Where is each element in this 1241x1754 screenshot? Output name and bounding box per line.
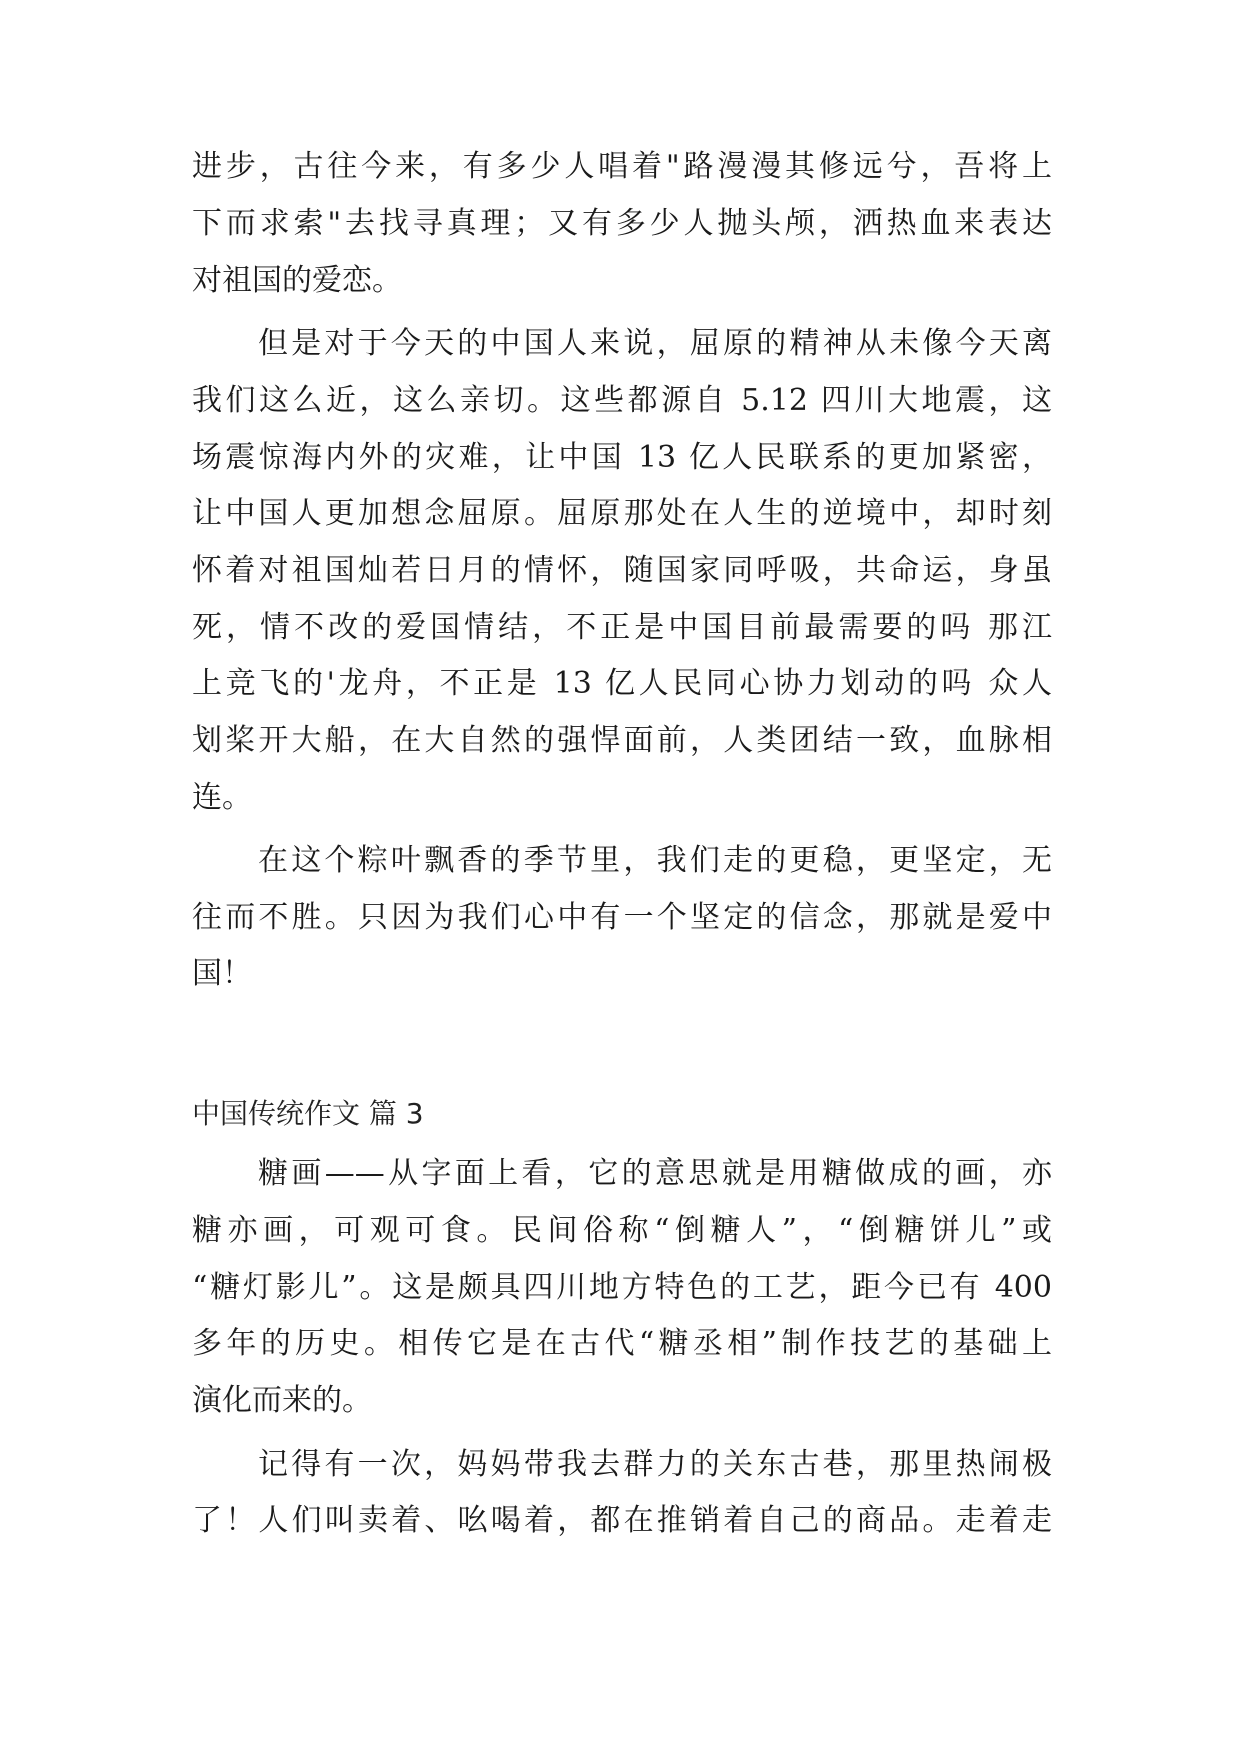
text-line: 上竞飞的'龙舟，不正是 13 亿人民同心协力划动的吗 众人 [192,666,1052,701]
text-line: 死，情不改的爱国情结，不正是中国目前最需要的吗 那江 [192,610,1052,645]
text-line: 划桨开大船，在大自然的强悍面前，人类团结一致，血脉相 [192,723,1052,758]
text-line: 怀着对祖国灿若日月的情怀，随国家同呼吸，共命运，身虽 [192,553,1052,588]
text-line: 让中国人更加想念屈原。屈原那处在人生的逆境中，却时刻 [192,496,1052,531]
text-line: 往而不胜。只因为我们心中有一个坚定的信念，那就是爱中 [192,900,1052,935]
text-line: 记得有一次，妈妈带我去群力的关东古巷，那里热闹极 [258,1447,1052,1482]
text-line: 糖画——从字面上看，它的意思就是用糖做成的画，亦 [258,1156,1052,1191]
text-line: 了！人们叫卖着、吆喝着，都在推销着自己的商品。走着走 [192,1503,1052,1538]
text-line: 下而求索"去找寻真理；又有多少人抛头颅，洒热血来表达 [192,206,1052,241]
text-line: “糖灯影儿”。这是颇具四川地方特色的工艺，距今已有 400 [192,1270,1052,1305]
section-heading: 中国传统作文 篇 3 [192,1097,424,1130]
text-line: 国！ [192,956,252,991]
text-line: 进步，古往今来，有多少人唱着"路漫漫其修远兮，吾将上 [192,149,1052,184]
text-line: 对祖国的爱恋。 [192,263,402,298]
text-line: 多年的历史。相传它是在古代“糖丞相”制作技艺的基础上 [192,1326,1052,1361]
text-line: 场震惊海内外的灾难，让中国 13 亿人民联系的更加紧密， [192,440,1052,475]
text-line: 糖亦画，可观可食。民间俗称“倒糖人”，“倒糖饼儿”或 [192,1213,1052,1248]
text-line: 我们这么近，这么亲切。这些都源自 5.12 四川大地震，这 [192,383,1052,418]
text-line: 连。 [192,780,252,815]
text-line: 但是对于今天的中国人来说，屈原的精神从未像今天离 [258,326,1052,361]
text-line: 演化而来的。 [192,1383,372,1418]
text-line: 在这个粽叶飘香的季节里，我们走的更稳，更坚定，无 [258,843,1052,878]
